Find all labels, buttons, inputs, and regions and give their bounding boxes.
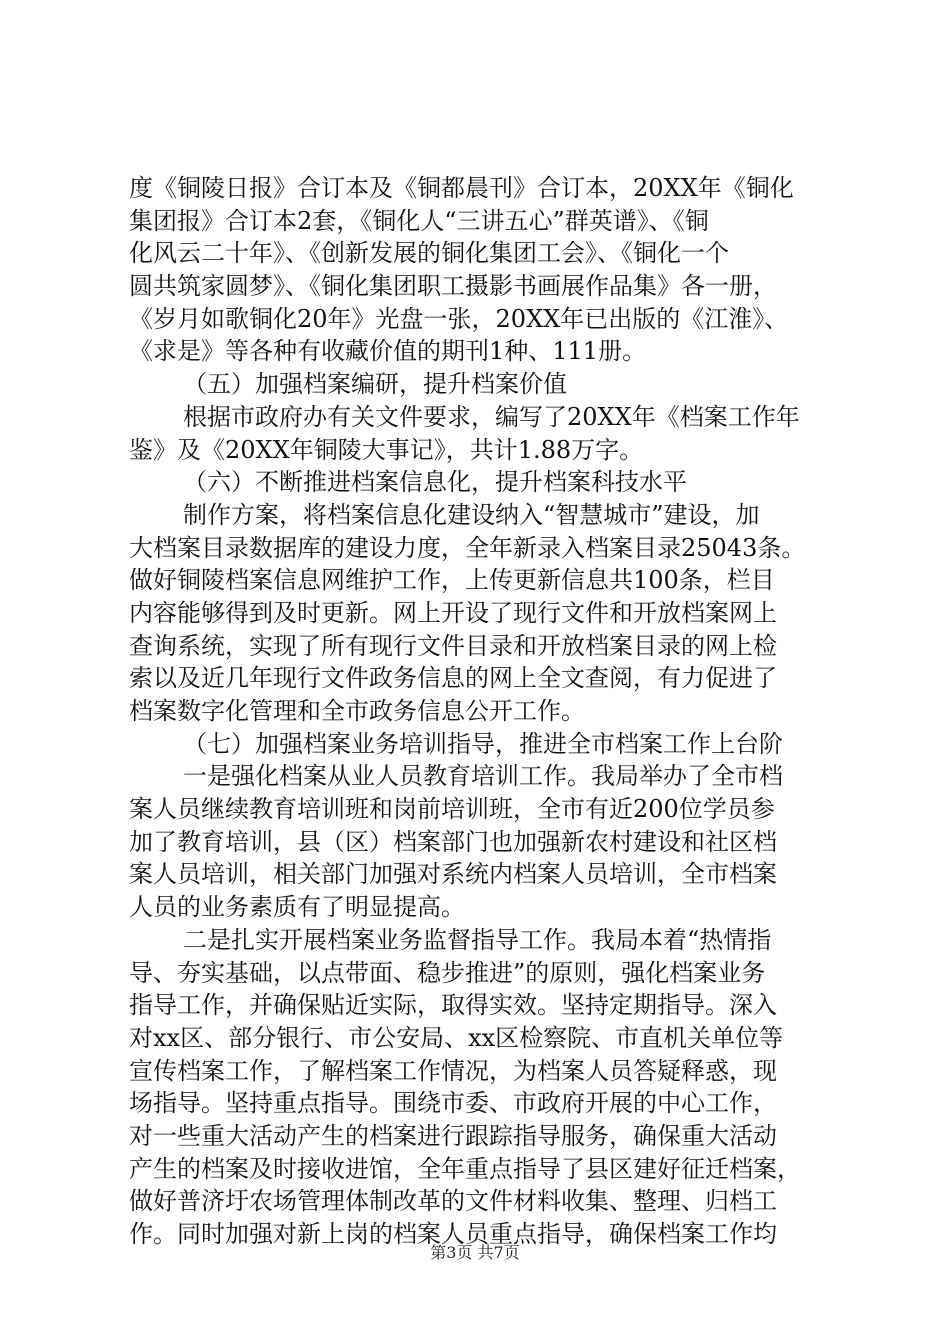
text-line: 做好铜陵档案信息网维护工作，上传更新信息共100条，栏目: [129, 566, 775, 595]
text-line: 鉴》及《20XX年铜陵大事记》，共计1.88万字。: [129, 435, 644, 464]
text-line: 对一些重大活动产生的档案进行跟踪指导服务，确保重大活动: [129, 1121, 777, 1150]
text-line: 做好普济圩农场管理体制改革的文件材料收集、整理、归档工: [129, 1187, 777, 1216]
text-line: 一是强化档案从业人员教育培训工作。我局举办了全市档: [183, 762, 783, 791]
text-line: 对xx区、部分银行、市公安局、xx区检察院、市直机关单位等: [129, 1023, 784, 1052]
text-line: 化风云二十年》、《创新发展的铜化集团工会》、《铜化一个: [129, 239, 729, 268]
text-line: 内容能够得到及时更新。网上开设了现行文件和开放档案网上: [129, 598, 777, 627]
text-line: 查询系统，实现了所有现行文件目录和开放档案目录的网上检: [129, 631, 777, 660]
document-body: [129, 172, 824, 1251]
text-line: （七）加强档案业务培训指导，推进全市档案工作上台阶: [183, 729, 783, 758]
text-line: 导、夯实基础，以点带面、稳步推进”的原则，强化档案业务: [129, 958, 766, 987]
text-line: 《岁月如歌铜化20年》光盘一张，20XX年已出版的《江淮》、: [129, 304, 789, 333]
text-line: 根据市政府办有关文件要求，编写了20XX年《档案工作年: [183, 402, 800, 431]
text-line: 二是扎实开展档案业务监督指导工作。我局本着“热情指: [183, 925, 772, 954]
text-line: 产生的档案及时接收进馆，全年重点指导了县区建好征迁档案，: [129, 1154, 801, 1183]
text-line: 作。同时加强对新上岗的档案人员重点指导，确保档案工作均: [129, 1220, 777, 1248]
text-line: 大档案目录数据库的建设力度，全年新录入档案目录25043条。: [129, 533, 806, 562]
text-line: 人员的业务素质有了明显提高。: [129, 893, 465, 922]
text-line: （五）加强档案编研，提升档案价值: [183, 370, 567, 399]
text-line: 案人员培训，相关部门加强对系统内档案人员培训，全市档案: [129, 860, 777, 889]
text-line: 加了教育培训，县（区）档案部门也加强新农村建设和社区档: [129, 827, 777, 856]
text-line: 指导工作，并确保贴近实际，取得实效。坚持定期指导。深入: [129, 991, 777, 1020]
text-line: 《求是》等各种有收藏价值的期刊1种、111册。: [129, 337, 647, 366]
text-line: 索以及近几年现行文件政务信息的网上全文查阅，有力促进了: [129, 664, 777, 693]
text-line: （六）不断推进档案信息化，提升档案科技水平: [183, 468, 687, 497]
text-line: 案人员继续教育培训班和岗前培训班，全市有近200位学员参: [129, 795, 775, 824]
text-line: 档案数字化管理和全市政务信息公开工作。: [129, 697, 585, 725]
text-line: 集团报》合订本2套，《铜化人“三讲五心”群英谱》、《铜: [129, 206, 709, 235]
text-line: 度《铜陵日报》合订本及《铜都晨刊》合订本，20XX年《铜化: [129, 174, 794, 202]
text-line: 圆共筑家圆梦》、《铜化集团职工摄影书画展作品集》各一册，: [129, 272, 777, 301]
text-line: 制作方案，将档案信息化建设纳入“智慧城市”建设，加: [183, 500, 760, 529]
page-number-footer: 第3页 共7页: [430, 1243, 520, 1262]
text-line: 宣传档案工作，了解档案工作情况，为档案人员答疑释惑，现: [129, 1056, 777, 1085]
text-line: 场指导。坚持重点指导。围绕市委、市政府开展的中心工作，: [129, 1089, 777, 1118]
